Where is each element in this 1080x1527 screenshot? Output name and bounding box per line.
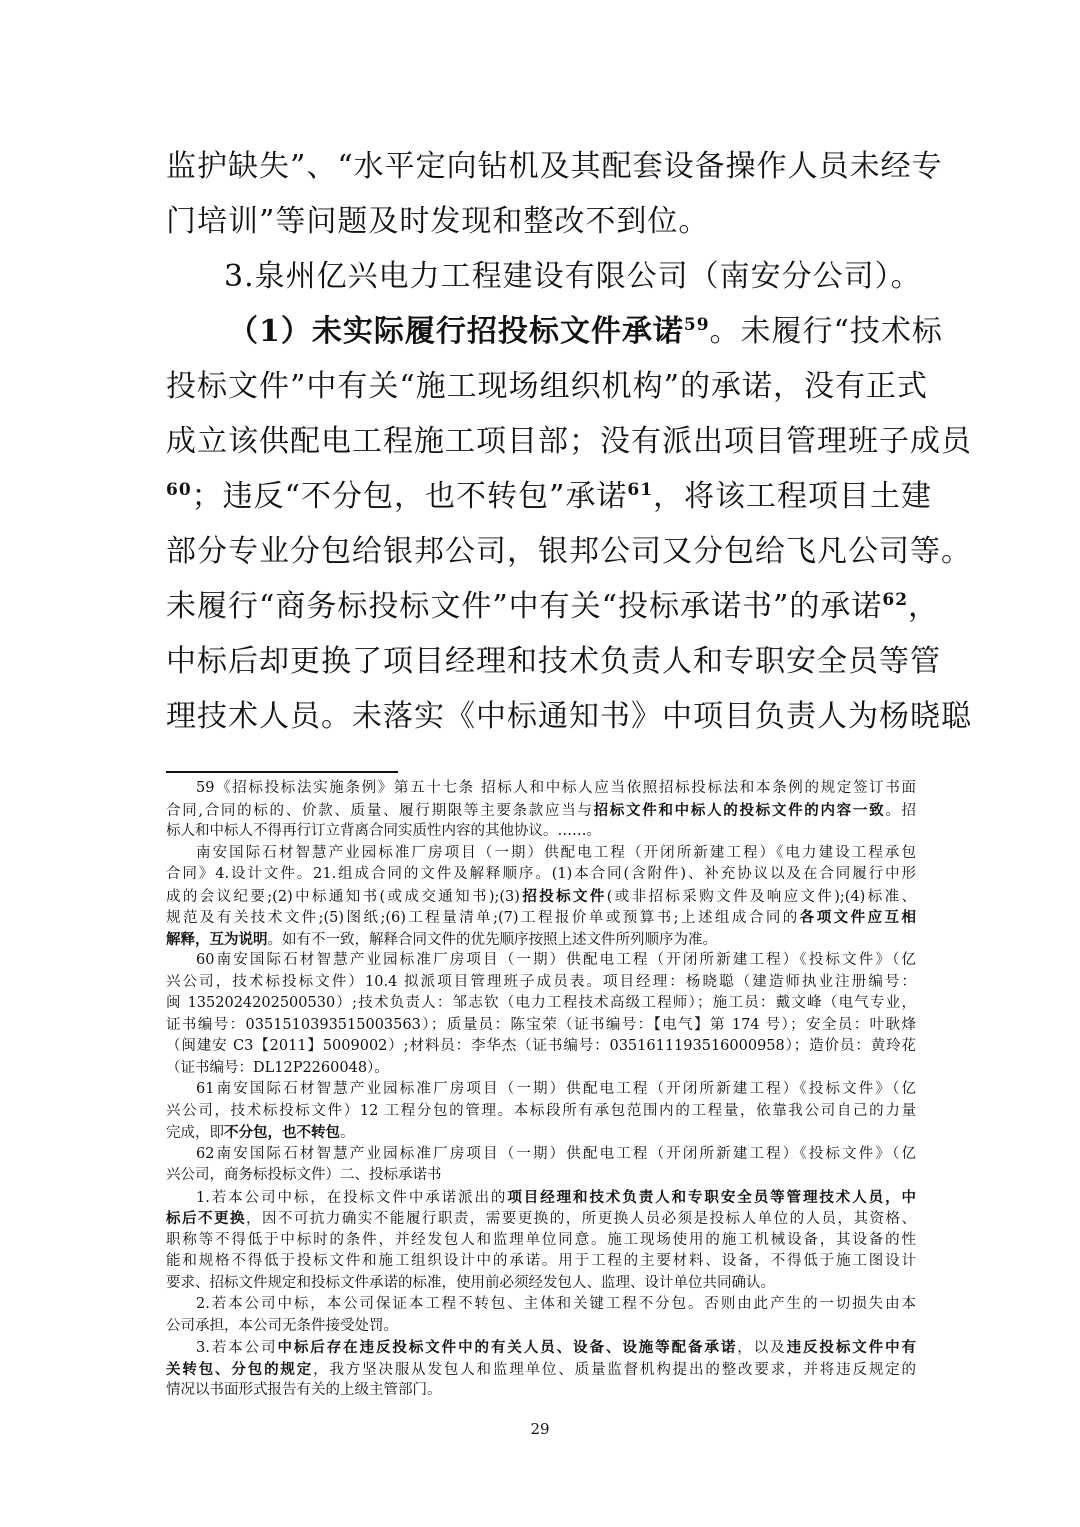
footnote-59: 59《招标投标法实施条例》第五十七条 招标人和中标人应当依照招标投标法和本条例的规定签订书面 [196, 780, 916, 796]
footnote-line: 标后不更换，因不可抗力确实不能履行职责，需要更换的，所更换人员必须是投标人单位的人员，其资格、 [166, 1210, 917, 1227]
body-line: 理技术人员。未落实《中标通知书》中项目负责人为杨晓聪 [166, 699, 972, 734]
footnote-line: 合同,合同的标的、价款、质量、履行期限等主要条款应当与招标文件和中标人的投标文件的内容一致。招 [166, 801, 917, 819]
footnote-line: 证书编号：0351510393515003563）；质量员：陈宝荣（证书编号：【电气】第 174 号）；安全员：叶耿烽 [166, 1016, 916, 1033]
footnote-line: 1.若本公司中标，在投标文件中承诺派出的项目经理和技术负责人和专职安全员等管理技术人员，中 [196, 1188, 916, 1206]
body-line: 中标后却更换了项目经理和技术负责人和专职安全员等管 [166, 644, 941, 679]
footnote-line: 闽 1352024202500530）;技术负责人：邹志钦（电力工程技术高级工程师）；施工员：戴文峰（电气专业， [166, 995, 916, 1011]
footnote-60: 60南安国际石材智慧产业园标准厂房项目（一期）供配电工程（开闭所新建工程）《投标文件》（亿 [196, 952, 916, 968]
footnote-line: 职称等不得低于中标时的条件，并经发包人和监理单位同意。施工现场使用的施工机械设备，其设备的性 [166, 1231, 916, 1248]
body-line: 投标文件”中有关“施工现场组织机构”的承诺，没有正式 [166, 369, 929, 404]
footnote-line: 3.若本公司中标后存在违反投标文件中的有关人员、设备、设施等配备承诺，以及违反投标文件中有 [196, 1339, 917, 1356]
footnote-ref-59[interactable]: 59 [683, 315, 710, 335]
footnote-line: 兴公司，商务标投标文件）二、投标承诺书 [166, 1167, 442, 1183]
body-line: $^{60}$；违反“不分包，也不转包”承诺$^{61}$，将该工程项目土建 [166, 479, 933, 514]
footnote-line: （闽建安 C3【2011】5009002）;材料员：李华杰（证书编号：0351611193516000958）；造价员：黄玲花 [166, 1038, 916, 1054]
body-line: 监护缺失”、“水平定向钻机及其配套设备操作人员未经专 [166, 149, 943, 184]
section-heading: 3.泉州亿兴电力工程建设有限公司（南安分公司）。 [224, 259, 922, 294]
footnote-line: 要求、招标文件规定和投标文件承诺的标准，使用前必须经发包人、监理、设计单位共同确认。 [166, 1274, 775, 1291]
footnote-line: 能和规格不得低于投标文件和施工组织设计中的承诺。用于工程的主要材料、设备，不得低于施工图设计 [166, 1253, 916, 1269]
footnote-line: 标人和中标人不得再行订立背离合同实质性内容的其他协议。……。 [166, 823, 601, 839]
subsection-heading: （1）未实际履行招投标文件承诺$^{59}$。未履行“技术标 [228, 314, 943, 349]
body-line: 成立该供配电工程施工项目部；没有派出项目管理班子成员 [166, 424, 972, 459]
footnote-line: 解释，互为说明。如有不一致，解释合同文件的优先顺序按照上述文件所列顺序为准。 [166, 930, 717, 948]
footnote-line: 关转包、分包的规定，我方坚决服从发包人和监理单位、质量监督机构提出的整改要求，并将违反规定的 [166, 1360, 917, 1378]
footnote-ref-60[interactable]: 60 [166, 480, 192, 500]
footnote-ref-61[interactable]: 61 [627, 480, 654, 500]
body-line: 未履行“商务标投标文件”中有关“投标承诺书”的承诺$^{62}$， [166, 589, 940, 624]
footnote-line: （证书编号：DL12P2260048）。 [166, 1059, 389, 1076]
footnote-line: 合同》4.设计文件。21.组成合同的文件及解释顺序。(1)本合同(含附件)、补充协议以及在合同履行中形 [166, 866, 916, 882]
footnote-61: 61南安国际石材智慧产业园标准厂房项目（一期）供配电工程（开闭所新建工程）《投标文件》（亿 [196, 1081, 916, 1097]
footnote-line: 情况以书面形式报告有关的上级主管部门。 [166, 1382, 442, 1398]
page-number: 29 [530, 1420, 550, 1438]
footnote-line: 完成，即不分包，也不转包。 [166, 1124, 355, 1141]
footnote-line: 规范及有关技术文件;(5)图纸;(6)工程量清单;(7)工程报价单或预算书;上述组成合同的各项文件应互相 [166, 909, 917, 926]
footnote-separator [166, 771, 398, 773]
body-line: 部分专业分包给银邦公司，银邦公司又分包给飞凡公司等。 [166, 534, 972, 569]
footnote-ref-62[interactable]: 62 [882, 590, 909, 610]
footnote-line: 2.若本公司中标，本公司保证本工程不转包、主体和关键工程不分包。否则由此产生的一切损失由本 [196, 1296, 916, 1312]
footnote-line: 兴公司，技术标投标文件）12 工程分包的管理。本标段所有承包范围内的工程量，依靠我公司自己的力量 [166, 1102, 916, 1119]
footnote-62: 62南安国际石材智慧产业园标准厂房项目（一期）供配电工程（开闭所新建工程）《投标文件》（亿 [196, 1145, 916, 1162]
footnotes [166, 778, 916, 1402]
footnote-line: 成的会议纪要;(2)中标通知书(或成交通知书);(3)招投标文件(或非招标采购文件及响应文件);(4)标准、 [166, 887, 916, 905]
body-line: 门培训”等问题及时发现和整改不到位。 [166, 204, 710, 239]
footnote-line: 兴公司，技术标投标文件）10.4 拟派项目管理班子成员表。项目经理：杨晓聪（建造师执业注册编号： [166, 973, 916, 990]
footnote-line: 公司承担，本公司无条件接受处罚。 [166, 1317, 398, 1334]
footnote-line: 南安国际石材智慧产业园标准厂房项目（一期）供配电工程（开闭所新建工程）《电力建设工程承包 [196, 844, 916, 861]
body-text [166, 139, 972, 744]
